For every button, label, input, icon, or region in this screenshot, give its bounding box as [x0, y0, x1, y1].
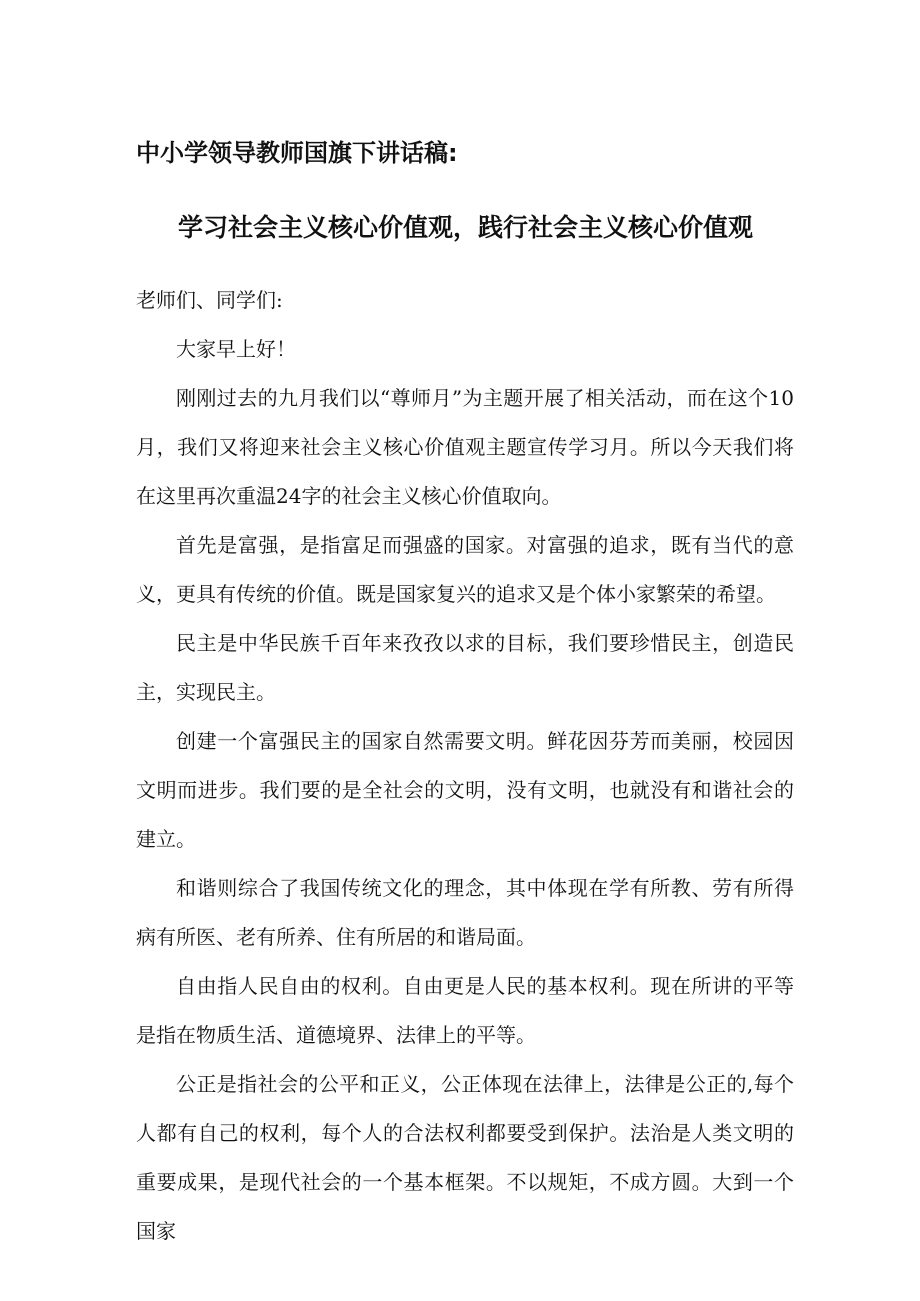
paragraph-freedom-equality: 自由指人民自由的权利。自由更是人民的基本权利。现在所讲的平等是指在物质生活、道德境界、法律上的平等。 [136, 974, 794, 1047]
paragraph-harmony: 和谐则综合了我国传统文化的理念，其中体现在学有所教、劳有所得病有所医、老有所养、住有所居的和谐局面。 [136, 876, 794, 949]
paragraph-intro: 刚刚过去的九月我们以“尊师月”为主题开展了相关活动，而在这个10月，我们又将迎来社会主义核心价值观主题宣传学习月。所以今天我们将在这里再次重温24字的社会主义核心价值取向。 [136, 386, 794, 508]
paragraph-justice-rule-of-law: 公正是指社会的公平和正义，公正体现在法律上，法律是公正的,每个人都有自己的权利，每个人的合法权利都要受到保护。法治是人类文明的重要成果，是现代社会的一个基本框架。不以规矩，不成方圆。大到一个国家 [136, 1072, 794, 1243]
paragraph-civility: 创建一个富强民主的国家自然需要文明。鲜花因芬芳而美丽，校园因文明而进步。我们要的是全社会的文明，没有文明，也就没有和谐社会的建立。 [136, 729, 794, 851]
document-subtitle: 学习社会主义核心价值观，践行社会主义核心价值观 [178, 213, 754, 242]
paragraph-democracy: 民主是中华民族千百年来孜孜以求的目标，我们要珍惜民主，创造民主，实现民主。 [136, 631, 794, 704]
paragraph-prosperity: 首先是富强，是指富足而强盛的国家。对富强的追求，既有当代的意义，更具有传统的价值。既是国家复兴的追求又是个体小家繁荣的希望。 [136, 533, 794, 606]
salutation: 老师们、同学们: [136, 288, 283, 312]
document-title: 中小学领导教师国旗下讲话稿: [136, 139, 458, 167]
document-body [136, 276, 794, 1256]
greeting: 大家早上好！ [176, 337, 296, 361]
